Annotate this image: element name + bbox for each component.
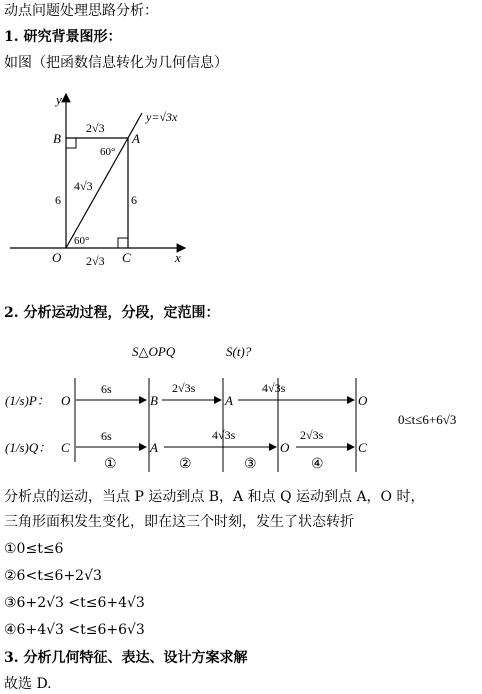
row-Q-point-2: O bbox=[280, 440, 290, 455]
time-range: 0≤t≤6+6√3 bbox=[398, 412, 457, 427]
section-1-subtitle: 如图（把函数信息转化为几何信息） bbox=[4, 55, 228, 71]
row-Q-seg-1: 6s bbox=[101, 429, 112, 443]
section-1-heading: 1. 研究背景图形： bbox=[4, 29, 122, 45]
intro-text: 动点问题处理思路分析： bbox=[4, 3, 158, 19]
stage-1-marker: ① bbox=[104, 457, 117, 472]
point-B-label: B bbox=[53, 131, 61, 146]
length-OA: 4√3 bbox=[74, 179, 93, 193]
angle-A-label: 60° bbox=[100, 146, 116, 158]
row-P-label: (1/s)P： bbox=[5, 393, 50, 408]
row-Q-seg-2: 4√3s bbox=[212, 428, 236, 442]
length-OB: 6 bbox=[55, 193, 61, 207]
row-P-point-0: O bbox=[61, 393, 71, 408]
area-label: S△OPQ bbox=[132, 344, 176, 359]
x-axis-label: x bbox=[175, 250, 181, 265]
right-angle-C bbox=[118, 238, 128, 248]
right-angle-B bbox=[66, 138, 76, 148]
s-t-label: S(t)? bbox=[226, 344, 252, 359]
length-OC: 2√3 bbox=[86, 254, 105, 268]
analysis-line-1: 分析点的运动，当点 P 运动到点 B，A 和点 Q 运动到点 A，O 时， bbox=[4, 489, 425, 505]
row-P-point-1: B bbox=[150, 393, 158, 408]
segment-OA bbox=[66, 138, 128, 248]
point-O-label: O bbox=[52, 250, 62, 265]
point-C-label: C bbox=[122, 250, 131, 265]
section-3-heading: 3. 分析几何特征、表达、设计方案求解 bbox=[4, 650, 248, 666]
line-label: y=√3x bbox=[146, 110, 178, 124]
analysis-line-2: 三角形面积发生变化，即在这三个时刻，发生了状态转折 bbox=[4, 514, 354, 530]
row-P-seg-1: 6s bbox=[101, 382, 112, 396]
answer-text: 故选 D. bbox=[4, 676, 52, 692]
condition-1: ①0≤t≤6 bbox=[4, 541, 64, 557]
length-AC: 6 bbox=[131, 193, 137, 207]
stage-3-marker: ③ bbox=[244, 457, 257, 472]
condition-3: ③6+2√3 <t≤6+4√3 bbox=[4, 595, 145, 611]
row-P-point-3: O bbox=[358, 393, 368, 408]
point-A-label: A bbox=[132, 131, 140, 146]
row-Q-seg-3: 2√3s bbox=[300, 428, 324, 442]
row-P-seg-3: 4√3s bbox=[262, 381, 286, 395]
row-Q-label: (1/s)Q： bbox=[5, 440, 52, 455]
row-Q-point-3: C bbox=[358, 440, 367, 455]
row-Q-point-1: A bbox=[150, 440, 158, 455]
condition-4: ④6+4√3 <t≤6+6√3 bbox=[4, 622, 145, 638]
section-2-heading: 2. 分析运动过程，分段，定范围： bbox=[4, 305, 220, 321]
stage-2-marker: ② bbox=[179, 457, 192, 472]
row-P-seg-2: 2√3s bbox=[172, 381, 196, 395]
condition-2: ②6<t≤6+2√3 bbox=[4, 568, 102, 584]
length-BA: 2√3 bbox=[86, 121, 105, 135]
y-axis-label: y bbox=[56, 92, 62, 107]
row-P-point-2: A bbox=[225, 393, 233, 408]
angle-O-label: 60° bbox=[74, 235, 90, 247]
stage-4-marker: ④ bbox=[311, 457, 324, 472]
timeline-diagram bbox=[5, 344, 456, 472]
row-Q-point-0: C bbox=[61, 440, 70, 455]
